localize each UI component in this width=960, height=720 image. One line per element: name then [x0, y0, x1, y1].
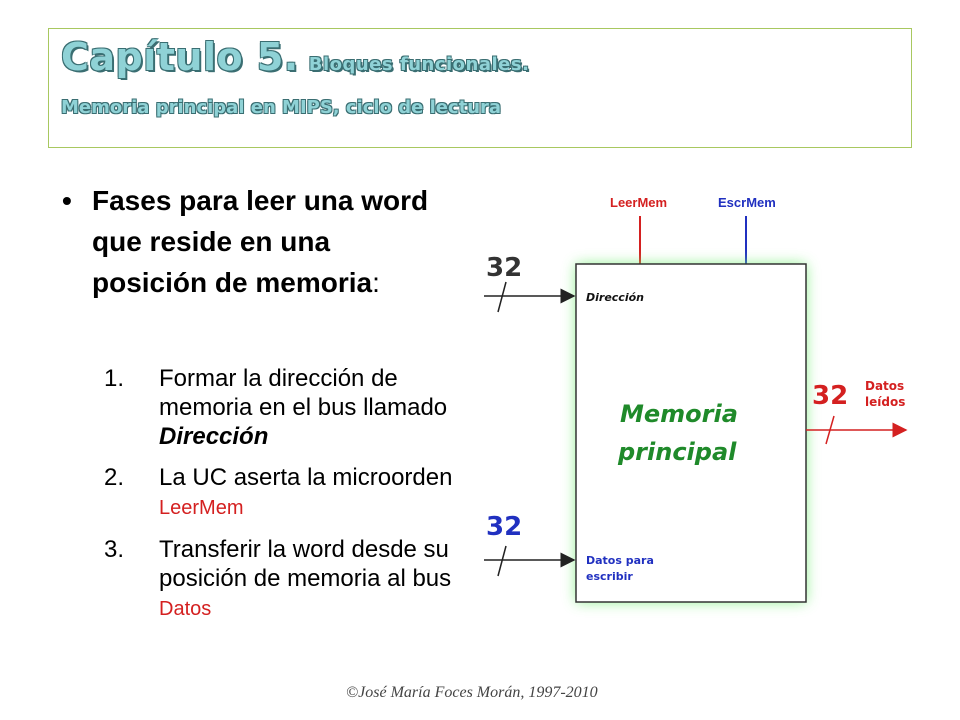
- memory-title-line1: Memoria: [620, 400, 738, 428]
- output-width-label: 32: [812, 381, 849, 411]
- step-number: 2.: [104, 464, 125, 491]
- memory-diagram: [470, 180, 920, 640]
- title-box: [48, 28, 912, 148]
- list-item: [104, 535, 464, 624]
- step-text: La UC aserta la microorden: [159, 464, 453, 491]
- memory-block: [576, 264, 806, 602]
- list-item: [104, 364, 464, 451]
- step-number: 3.: [104, 536, 125, 563]
- bullet-text: [92, 180, 452, 303]
- slide-subtitle: Memoria principal en MIPS, ciclo de lectura: [61, 97, 502, 118]
- datos-leidos-label-1: Datos: [865, 379, 905, 393]
- bullet-dot: •: [62, 185, 72, 216]
- step-text: Transferir la word desde su posición de memoria al bus: [159, 536, 452, 592]
- leermem-label: LeerMem: [610, 195, 668, 210]
- direccion-label: Dirección: [586, 291, 644, 304]
- address-bus-slash: [498, 282, 506, 312]
- steps-list: [104, 364, 464, 636]
- data-in-bus-slash: [498, 546, 506, 576]
- list-item: [104, 463, 464, 523]
- bullet-colon: :: [372, 267, 380, 298]
- slide-title: [61, 35, 529, 79]
- step-text: Formar la dirección de memoria en el bus llamado: [159, 365, 448, 421]
- memory-title-line2: principal: [618, 438, 737, 466]
- chapter-subtitle: Bloques funcionales.: [308, 54, 530, 75]
- main-bullet: [62, 180, 452, 303]
- step-signal: LeerMem: [159, 497, 244, 519]
- escrmem-label: EscrMem: [718, 195, 776, 210]
- footer-credit: ©José María Foces Morán, 1997-2010: [346, 684, 598, 701]
- chapter-title: Capítulo 5.: [61, 35, 299, 79]
- step-number: 1.: [104, 365, 125, 392]
- input-width-label: 32: [486, 512, 523, 542]
- step-emphasis: Dirección: [159, 423, 269, 450]
- datos-leidos-label-2: leídos: [865, 395, 906, 409]
- datos-escribir-label-2: escribir: [586, 570, 633, 583]
- address-width-label: 32: [486, 253, 523, 283]
- step-signal: Datos: [159, 598, 212, 620]
- bullet-bold-text: Fases para leer una word que reside en una posición de memoria: [92, 185, 429, 298]
- datos-escribir-label-1: Datos para: [586, 554, 654, 567]
